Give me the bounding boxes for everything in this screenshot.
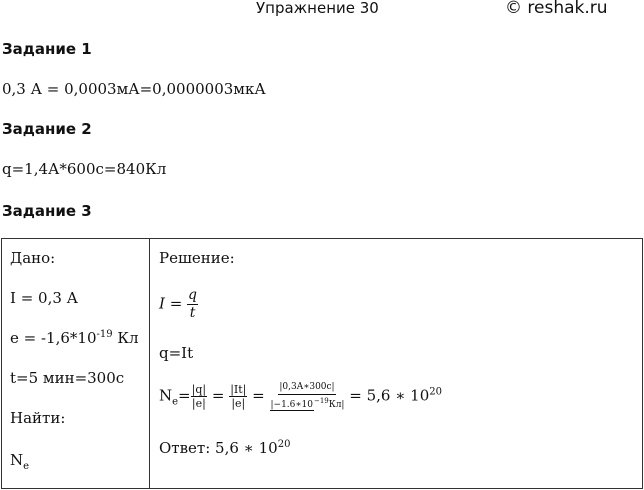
- given-charge: [10, 329, 139, 347]
- ne-symbol: N: [159, 386, 173, 405]
- charge-value: e = -1,6*10: [10, 329, 97, 347]
- task-3-heading: Задание 3: [2, 202, 92, 220]
- task-1-text: 0,3 А = 0,0003мА=0,0000003мкА: [2, 80, 266, 98]
- given-time: t=5 мин=300с: [10, 369, 125, 387]
- result-exp: 20: [429, 386, 442, 398]
- formula-2: q=It: [159, 344, 194, 362]
- formula-1-den: t: [189, 305, 196, 321]
- ne-eq: =: [178, 386, 191, 405]
- task-3-table: [1, 238, 643, 489]
- task-2-text: q=1,4А*600с=840Кл: [2, 160, 167, 178]
- site-logo[interactable]: © reshak.ru: [505, 0, 608, 18]
- task-2-heading: Задание 2: [2, 120, 92, 138]
- find-sub: e: [23, 461, 30, 472]
- fr2-num: |It|: [230, 383, 247, 396]
- find-value: [10, 451, 29, 472]
- formula-ne: $N_e=$ $\frac{|q|}{|e|}$ = $\frac{|It|}{|e|}$ = $\frac{|0,3A∗300c|}{|-1.6∗10^{-19}Кл|}$ = 5,6 ∗ $10^{20}$: [159, 382, 442, 410]
- column-divider: [149, 239, 150, 488]
- fr2-den: |e|: [231, 397, 246, 410]
- charge-exp: -19: [96, 329, 113, 340]
- given-current: I = 0,3 А: [10, 289, 79, 307]
- find-label: Найти:: [10, 409, 66, 427]
- ne-sub: e: [172, 396, 179, 408]
- answer-text: Ответ: 5,6 ∗ 10: [159, 439, 278, 457]
- fr3-unit: Кл|: [328, 400, 345, 410]
- fr3-num: |0,3A∗300c|: [278, 381, 335, 395]
- page-title: Упражнение 30: [256, 0, 379, 17]
- given-label: Дано:: [10, 249, 56, 267]
- find-symbol: N: [10, 451, 24, 469]
- solution-label: Решение:: [159, 249, 235, 267]
- answer-exp: 20: [277, 439, 291, 450]
- result: = 5,6 ∗ 10: [349, 386, 430, 405]
- answer: [159, 439, 290, 457]
- task-1-heading: Задание 1: [2, 40, 92, 58]
- charge-unit: Кл: [112, 329, 139, 347]
- fr3-exp: −19: [313, 397, 329, 405]
- fr3-den: |−1.6∗10: [270, 400, 313, 410]
- fr1-den: |e|: [191, 397, 206, 410]
- formula-1-num: q: [188, 287, 198, 303]
- formula-1: [159, 287, 198, 322]
- fr1-num: |q|: [191, 383, 207, 396]
- formula-1-lhs: I =: [159, 294, 183, 313]
